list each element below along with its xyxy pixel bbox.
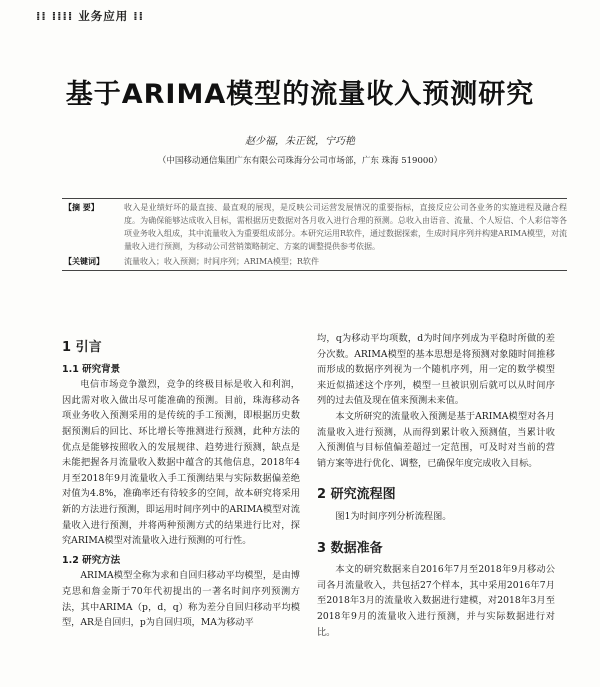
- affiliation: （中国移动通信集团广东有限公司珠海分公司市场部，广东 珠海 519000）: [157, 156, 443, 166]
- authors: 赵少福，朱正锐，宁巧艳: [245, 136, 355, 147]
- section-1-2-paragraph: ARIMA模型全称为求和自回归移动平均模型，是由博克思和詹金斯于70年代初提出的一著名时间序列预测方法，其中ARIMA（p，d，q）称为差分自回归移动平均模型，AR是自回归，p为自回归项，MA为移动平: [62, 570, 300, 629]
- keywords-text: 流量收入；收入预测；时间序列；ARIMA模型；R软件: [124, 257, 319, 266]
- abstract-label: 【摘 要】: [64, 203, 99, 212]
- section-1-1-heading: 1.1 研究背景: [62, 363, 121, 375]
- section-2-paragraph: 图1为时间序列分析流程图。: [335, 510, 452, 522]
- abstract-text: 收入是业绩好坏的最直接、最直观的展现，是反映公司运营发展情况的重要指标，直接反应公司各业务的实施进程及融合程度。为确保能够达成收入目标，需根据历史数据对各月收入进行合理的预测。总收入由语音、流量、个人短信、个人彩信等各项业务收入组成，其中流量收入为重要组成部分。本研究运用R软件，通过数据探索，生成时间序列并构建ARIMA模型，对流量收入进行预测，为移动公司营销策略制定、方案的调整提供参考依据。: [124, 203, 567, 251]
- left-column: [62, 330, 300, 631]
- section-2-heading: 2 研究流程图: [317, 487, 396, 503]
- section-3-paragraph: 本文的研究数据来自2016年7月至2018年9月移动公司各月流量收入，共包括27个样本，其中采用2016年7月至2018年3月的流量收入数据进行建模，对2018年3月至2018年9月的流量收入进行预测，并与实际数据进行对比。: [317, 564, 555, 638]
- right-column: [317, 331, 555, 640]
- section-1-2-continuation: 均，q为移动平均项数，d为时间序列成为平稳时所做的差分次数。ARIMA模型的基本思想是将预测对象随时间推移而形成的数据序列视为一个随机序列，用一定的数学模型来近似描述这个序列，模型一旦被识别后就可以从时间序列的过去值及现在值来预测未来值。: [317, 333, 555, 407]
- section-1-1-paragraph: 电信市场竞争激烈，竞争的终极目标是收入和利润，因此需对收入做出尽可能准确的预测。目前，珠海移动各项业务收入预测采用的是传统的手工预测，即根据历史数据预测后的回比、环比增长等推测进行预测，此种方法的优点是能够按照收入的发展规律、趋势进行预测，缺点是未能把握各月流量收入数据中蕴含的其他信息，2018年4月至2018年9月流量收入手工预测结果与实际数据偏差绝对值为4.8%，准确率还有待较多的空间，故本研究将采用新的方法进行预测，即运用时间序列中的ARIMA模型对流量收入进行预测，并将两种预测方式的结果进行比对，探究ARIMA模型对流量收入进行预测的可行性。: [62, 379, 300, 547]
- section-3-heading: 3 数据准备: [317, 540, 383, 556]
- section-1-heading: 1 引言: [62, 340, 102, 355]
- keywords-label: 【关键词】: [64, 257, 104, 266]
- abstract: [62, 201, 567, 253]
- abstract-box: [62, 198, 567, 271]
- keywords: [62, 255, 567, 268]
- section-1-2-paragraph-2: 本文所研究的流量收入预测是基于ARIMA模型对各月流量收入进行预测，从而得到累计收入预测值，当累计收入预测值与目标值偏差超过一定范围，可及时对当前的营销方案等进行优化、调整，已确保年度完成收入目标。: [317, 410, 555, 469]
- paper-title: 基于ARIMA模型的流量收入预测研究: [65, 79, 535, 110]
- section-1-2-heading: 1.2 研究方法: [62, 554, 121, 566]
- page-header: ⁞⁞ ⁞⁞⁞⁞ 业务应用 ⁞⁞: [36, 9, 144, 23]
